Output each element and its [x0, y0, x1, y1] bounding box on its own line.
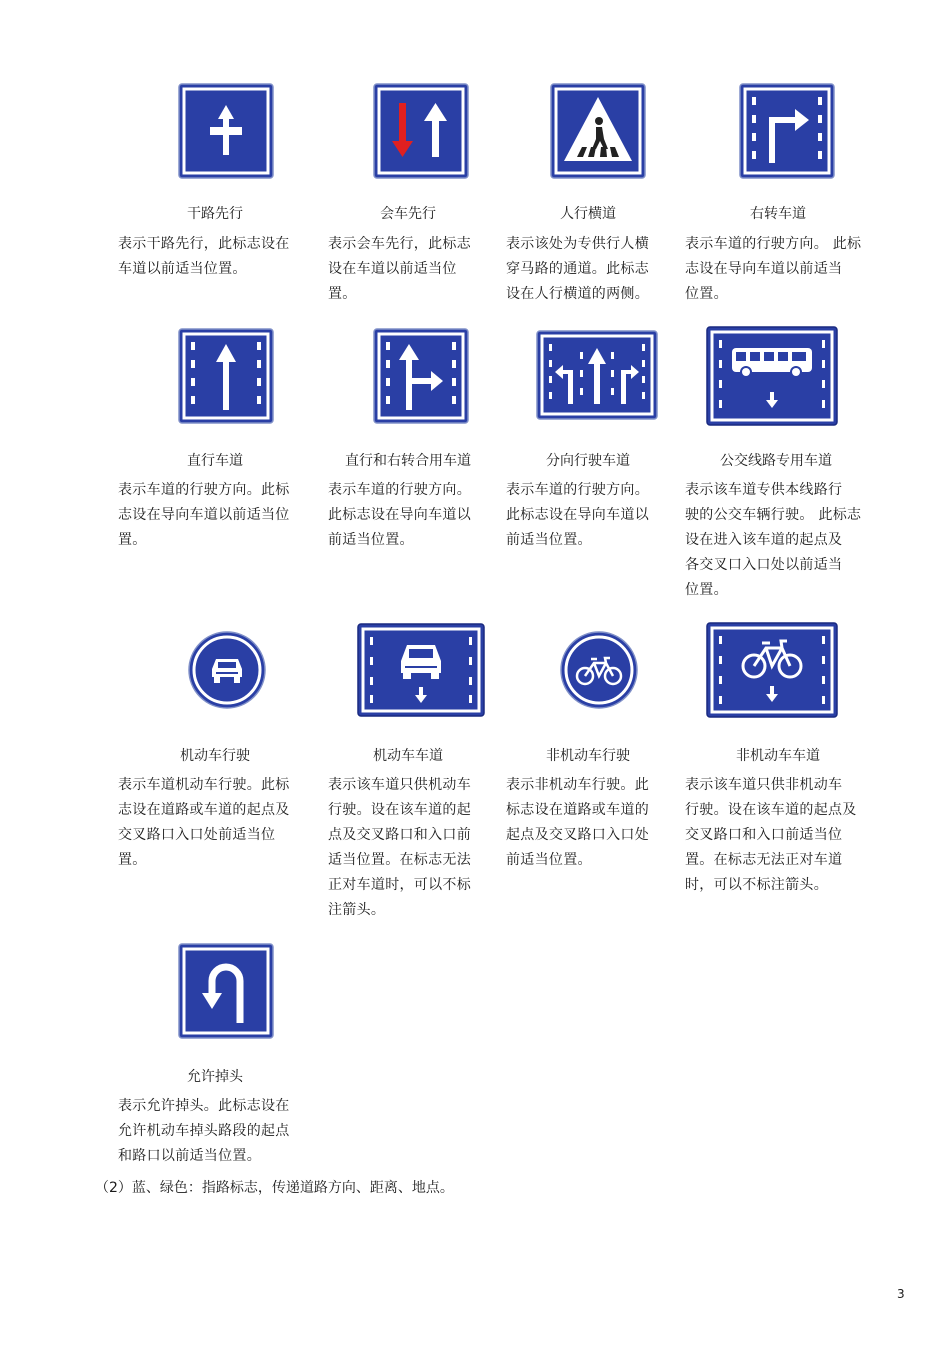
sign-description: 表示车道的行驶方向。此标 志设在导向车道以前适当位 置。	[118, 482, 290, 548]
straight-lane-icon	[178, 328, 274, 424]
pedestrian-crossing-icon	[550, 83, 646, 179]
sign-description: 表示该车道只供机动车 行驶。设在该车道的起 点及交叉路口和入口前 适当位置。在标志无法 正对车道时，可以不标 注箭头。	[328, 777, 471, 918]
page-number: 3	[897, 1287, 905, 1301]
main-road-priority-icon	[178, 83, 274, 179]
straight-right-lane-icon	[373, 328, 469, 424]
motor-vehicle-lane-icon	[357, 623, 485, 717]
sign-title: 非机动车行驶	[546, 748, 630, 764]
motor-vehicle-icon	[188, 631, 266, 709]
sign-title: 干路先行	[187, 206, 243, 222]
sign-title: 机动车车道	[373, 748, 443, 764]
sign-description: 表示允许掉头。此标志设在 允许机动车掉头路段的起点 和路口以前适当位置。	[118, 1098, 290, 1164]
sign-title: 允许掉头	[187, 1069, 243, 1085]
sign-description: 表示该车道只供非机动车 行驶。设在该车道的起点及 交叉路口和入口前适当位 置。在标志无法正对车道 时，可以不标注箭头。	[685, 777, 857, 893]
sign-title: 会车先行	[380, 206, 436, 222]
sign-title: 直行和右转合用车道	[345, 453, 471, 469]
sign-title: 右转车道	[750, 206, 806, 222]
non-motor-vehicle-icon	[560, 631, 638, 709]
sign-description: 表示车道的行驶方向。 此标志设在导向车道以 前适当位置。	[506, 482, 649, 548]
section-heading: （2）蓝、绿色：指路标志，传递道路方向、距离、地点。	[95, 1180, 454, 1196]
sign-title: 机动车行驶	[180, 748, 250, 764]
u-turn-allowed-icon	[178, 943, 274, 1039]
bus-lane-icon	[706, 326, 838, 426]
sign-title: 分向行驶车道	[546, 453, 630, 469]
split-direction-lane-icon	[536, 330, 658, 420]
right-turn-lane-icon	[739, 83, 835, 179]
sign-description: 表示车道机动车行驶。此标 志设在道路或车道的起点及 交叉路口入口处前适当位 置。	[118, 777, 290, 868]
sign-description: 表示该处为专供行人横 穿马路的通道。此标志 设在人行横道的两侧。	[506, 236, 649, 302]
sign-description: 表示干路先行，此标志设在 车道以前适当位置。	[118, 236, 290, 277]
sign-description: 表示会车先行，此标志 设在车道以前适当位 置。	[328, 236, 471, 302]
oncoming-priority-icon	[373, 83, 469, 179]
sign-title: 非机动车车道	[736, 748, 820, 764]
sign-title: 直行车道	[187, 453, 243, 469]
sign-description: 表示非机动车行驶。此 标志设在道路或车道的 起点及交叉路口入口处 前适当位置。	[506, 777, 649, 868]
sign-description: 表示车道的行驶方向。 此标 志设在导向车道以前适当 位置。	[685, 236, 862, 302]
sign-title: 人行横道	[560, 206, 616, 222]
sign-description: 表示该车道专供本线路行 驶的公交车辆行驶。 此标志 设在进入该车道的起点及 各交叉口入口处以前适当 位置。	[685, 482, 862, 598]
sign-description: 表示车道的行驶方向。 此标志设在导向车道以 前适当位置。	[328, 482, 471, 548]
sign-title: 公交线路专用车道	[720, 453, 832, 469]
non-motor-vehicle-lane-icon	[706, 622, 838, 718]
